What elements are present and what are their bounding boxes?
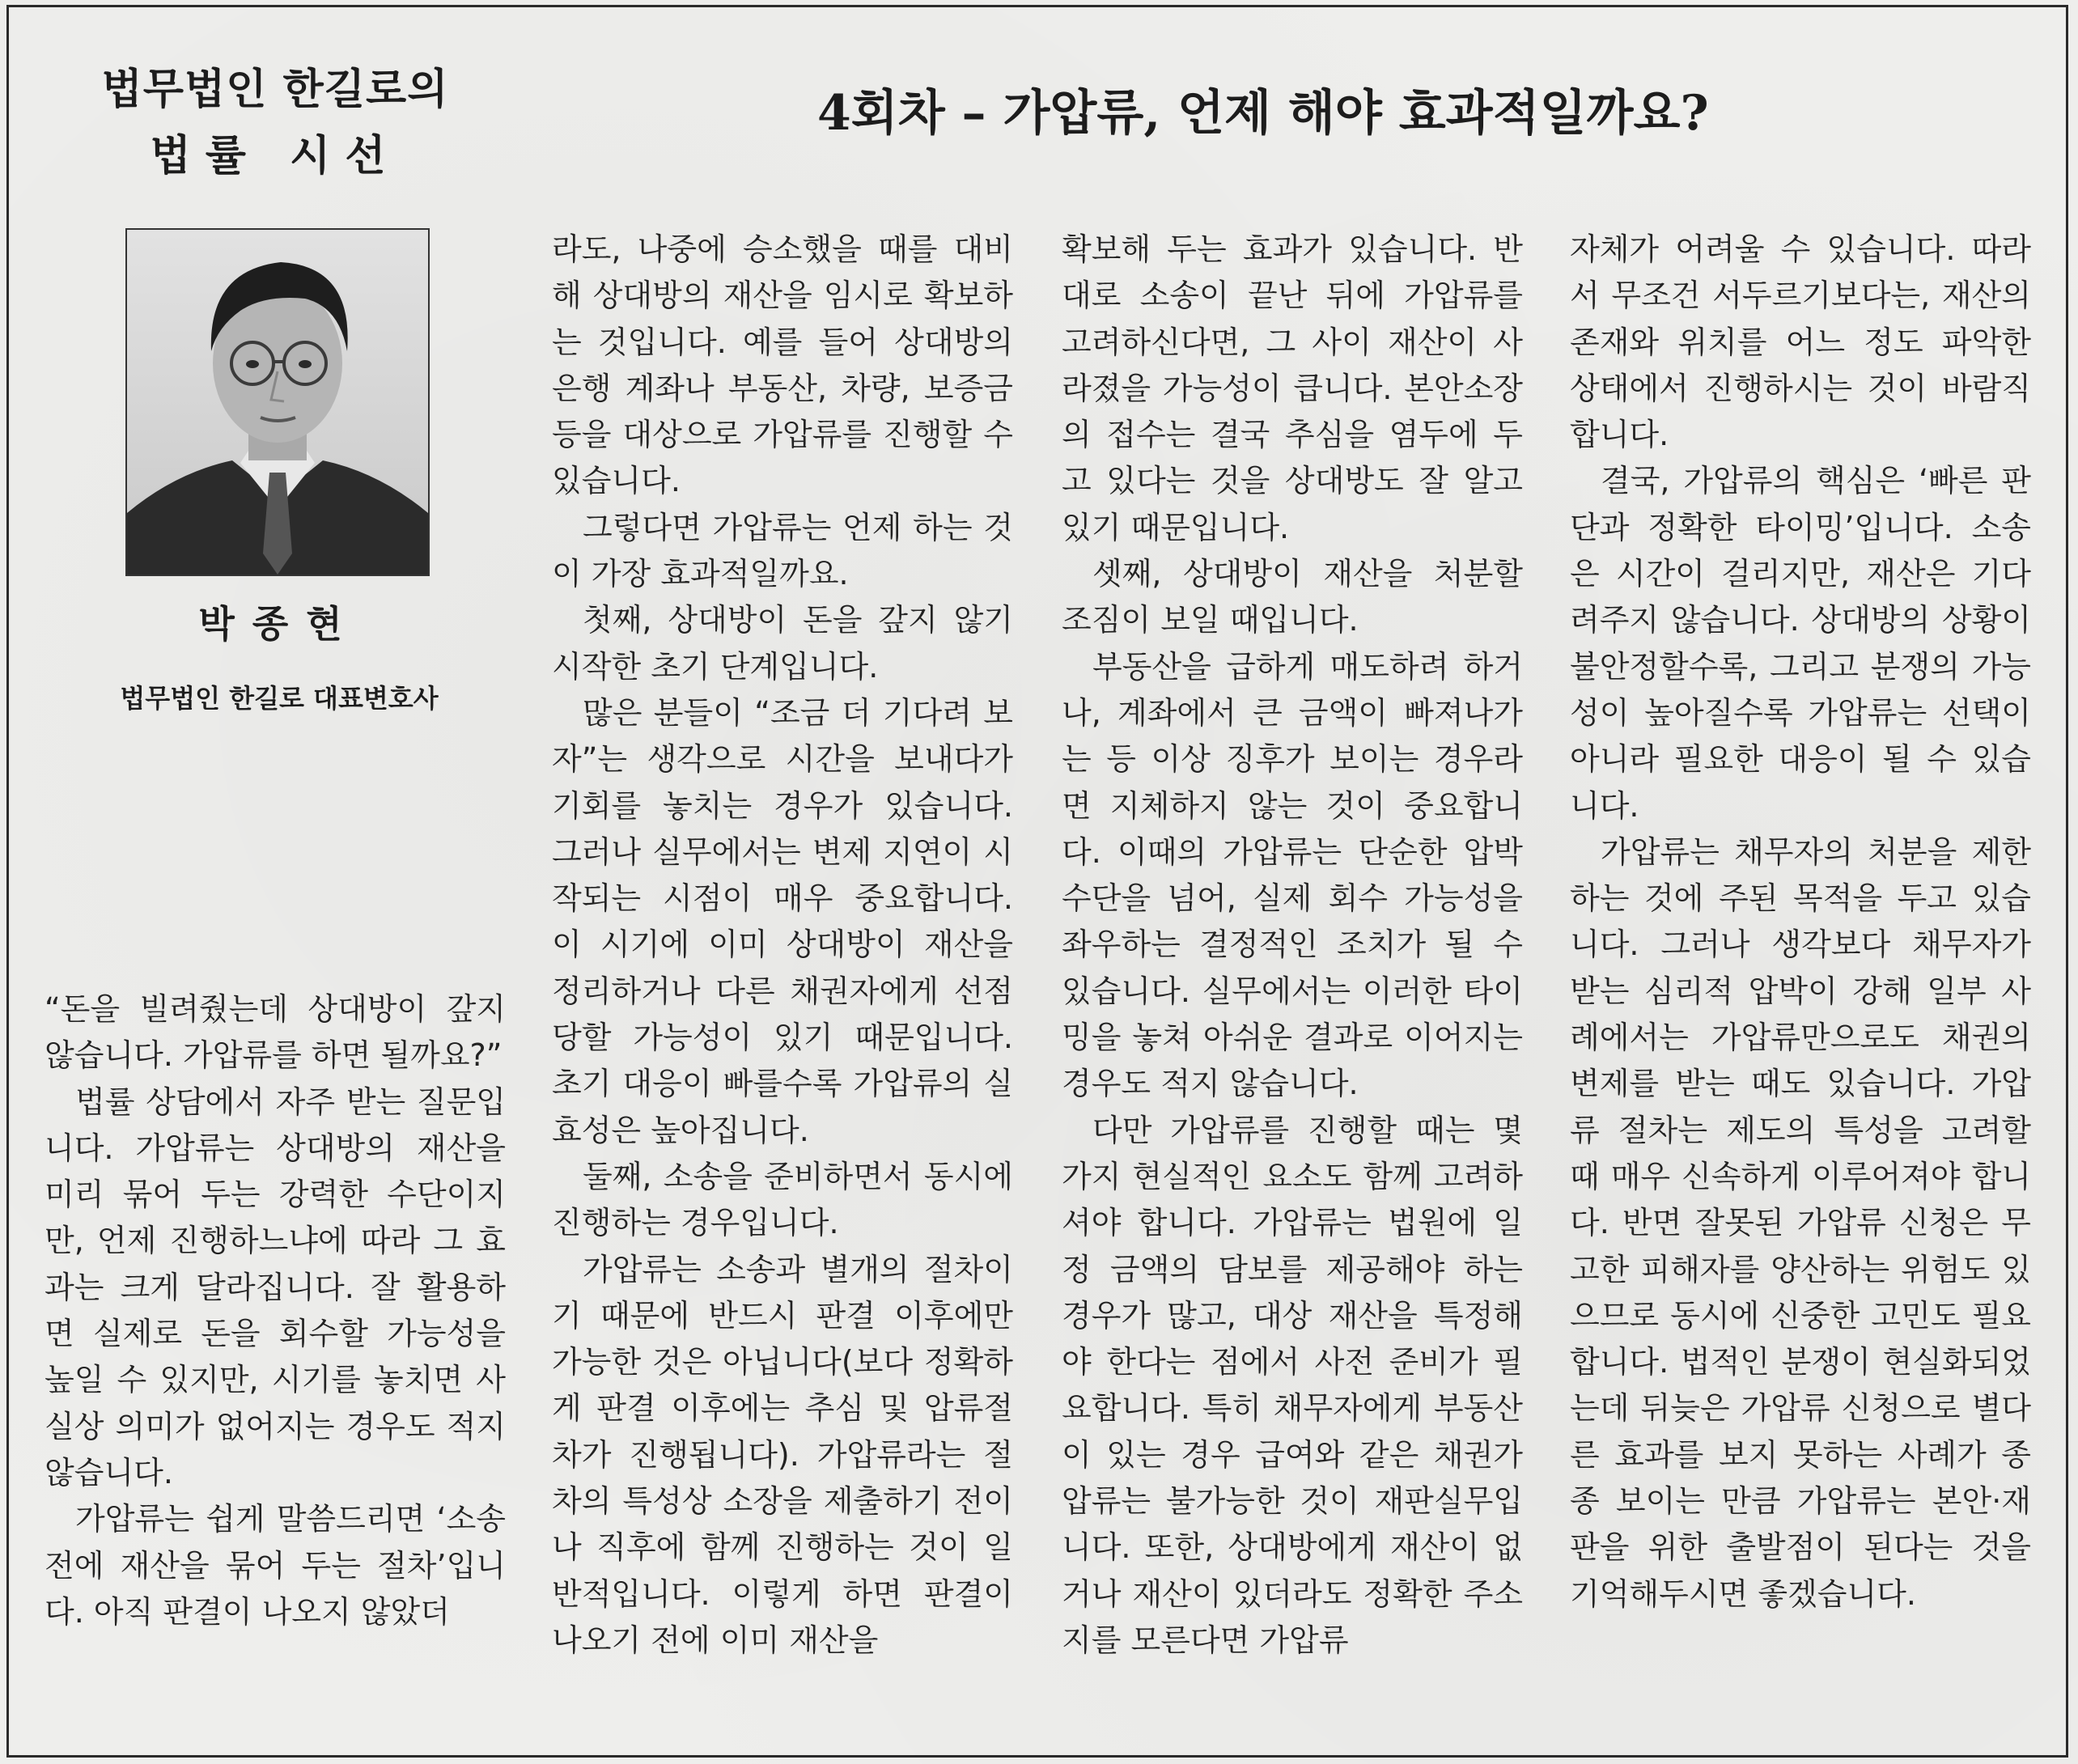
paragraph: 가압류는 채무자의 처분을 제한하는 것에 주된 목적을 두고 있습니다. 그러나 생각보다 채무자가 받는 심리적 압박이 강해 일부 사례에서는 가압류만으로도 채권의 변제를 받는 때도 있습니다. 가압류 절차는 제도의 특성을 고려할 때 매우 신속하게 이루어져야 합니다. 반면 잘못된 가압류 신청은 무고한 피해자를 양산하는 위험도 있으므로 동시에 신중한 고민도 필요합니다. 법적인 분쟁이 현실화되었는데 뒤늦은 가압류 신청으로 별다른 효과를 보지 못하는 사례가 종종 보이는 만큼 가압류는 본안·재판을 위한 출발점이 된다는 것을 기억해두시면 좋겠습니다. — [1570, 833, 2031, 1612]
column-series-title — [81, 57, 469, 189]
paragraph: 둘째, 소송을 준비하면서 동시에 진행하는 경우입니다. — [552, 1158, 1013, 1241]
paragraph: 다만 가압류를 진행할 때는 몇 가지 현실적인 요소도 함께 고려하셔야 합니다. 가압류는 법원에 일정 금액의 담보를 제공해야 하는 경우가 많고, 대상 재산을 특정해야 한다는 점에서 사전 준비가 필요합니다. 특히 채무자에게 부동산이 있는 경우 급여와 같은 채권가압류는 불가능한 것이 재판실무입니다. 또한, 상대방에게 재산이 없거나 재산이 있더라도 정확한 주소지를 모른다면 가압류 — [1062, 1112, 1523, 1658]
paragraph: “돈을 빌려줬는데 상대방이 갚지 않습니다. 가압류를 하면 될까요?” — [45, 991, 506, 1074]
paragraph: 결국, 가압류의 핵심은 ‘빠른 판단과 정확한 타이밍’입니다. 소송은 시간이 걸리지만, 재산은 기다려주지 않습니다. 상대방의 상황이 불안정할수록, 그리고 분쟁의 가능성이 높아질수록 가압류는 선택이 아니라 필요한 대응이 될 수 있습니다. — [1570, 463, 2031, 824]
series-title-line2: 법률 시선 — [150, 132, 401, 180]
article-column-3 — [1062, 227, 1523, 1664]
paragraph: 법률 상담에서 자주 받는 질문입니다. 가압류는 상대방의 재산을 미리 묶어 두는 강력한 수단이지만, 언제 진행하느냐에 따라 그 효과는 크게 달라집니다. 잘 활용하면 실제로 돈을 회수할 가능성을 높일 수 있지만, 시기를 놓치면 사실상 의미가 없어지는 경우도 적지 않습니다. — [45, 1083, 506, 1490]
author-title: 법무법인 한길로 대표변호사 — [120, 683, 439, 714]
paragraph: 가압류는 쉽게 말씀드리면 ‘소송 전에 재산을 묶어 두는 절차’입니다. 아직 판결이 나오지 않았더 — [45, 1501, 506, 1630]
article-column-1 — [45, 986, 506, 1635]
paragraph: 그렇다면 가압류는 언제 하는 것이 가장 효과적일까요. — [552, 509, 1013, 592]
paragraph: 라도, 나중에 승소했을 때를 대비해 상대방의 재산을 임시로 확보하는 것입니다. 예를 들어 상대방의 은행 계좌나 부동산, 차량, 보증금 등을 대상으로 가압류를 진행할 수 있습니다. — [552, 231, 1013, 499]
series-title-line1: 법무법인 한길로의 — [101, 66, 449, 114]
article-column-4 — [1570, 227, 2031, 1618]
author-photo — [125, 228, 430, 576]
article-column-2 — [552, 227, 1013, 1664]
paragraph: 셋째, 상대방이 재산을 처분할 조짐이 보일 때입니다. — [1062, 556, 1523, 638]
paragraph: 확보해 두는 효과가 있습니다. 반대로 소송이 끝난 뒤에 가압류를 고려하신다면, 그 사이 재산이 사라졌을 가능성이 큽니다. 본안소장의 접수는 결국 추심을 염두에 두고 있다는 것을 상대방도 잘 알고 있기 때문입니다. — [1062, 231, 1523, 545]
paragraph: 많은 분들이 “조금 더 기다려 보자”는 생각으로 시간을 보내다가 기회를 놓치는 경우가 있습니다. 그러나 실무에서는 변제 지연이 시작되는 시점이 매우 중요합니다. 이 시기에 이미 상대방이 재산을 정리하거나 다른 채권자에게 선점당할 가능성이 있기 때문입니다. 초기 대응이 빠를수록 가압류의 실효성은 높아집니다. — [552, 694, 1013, 1148]
paragraph: 가압류는 소송과 별개의 절차이기 때문에 반드시 판결 이후에만 가능한 것은 아닙니다(보다 정확하게 판결 이후에는 추심 및 압류절차가 진행됩니다). 가압류라는 절차의 특성상 소장을 제출하기 전이나 직후에 함께 진행하는 것이 일반적입니다. 이렇게 하면 판결이 나오기 전에 이미 재산을 — [552, 1251, 1013, 1658]
paragraph: 부동산을 급하게 매도하려 하거나, 계좌에서 큰 금액이 빠져나가는 등 이상 징후가 보이는 경우라면 지체하지 않는 것이 중요합니다. 이때의 가압류는 단순한 압박 수단을 넘어, 실제 회수 가능성을 좌우하는 결정적인 조치가 될 수 있습니다. 실무에서는 이러한 타이밍을 놓쳐 아쉬운 결과로 이어지는 경우도 적지 않습니다. — [1062, 648, 1523, 1102]
author-name: 박종현 — [198, 602, 360, 646]
paragraph: 자체가 어려울 수 있습니다. 따라서 무조건 서두르기보다는, 재산의 존재와 위치를 어느 정도 파악한 상태에서 진행하시는 것이 바람직합니다. — [1570, 231, 2031, 453]
paragraph: 첫째, 상대방이 돈을 갚지 않기 시작한 초기 단계입니다. — [552, 602, 1013, 685]
author-portrait-image — [127, 230, 428, 575]
article-headline: 4회차 – 가압류, 언제 해야 효과적일까요? — [817, 85, 1709, 142]
